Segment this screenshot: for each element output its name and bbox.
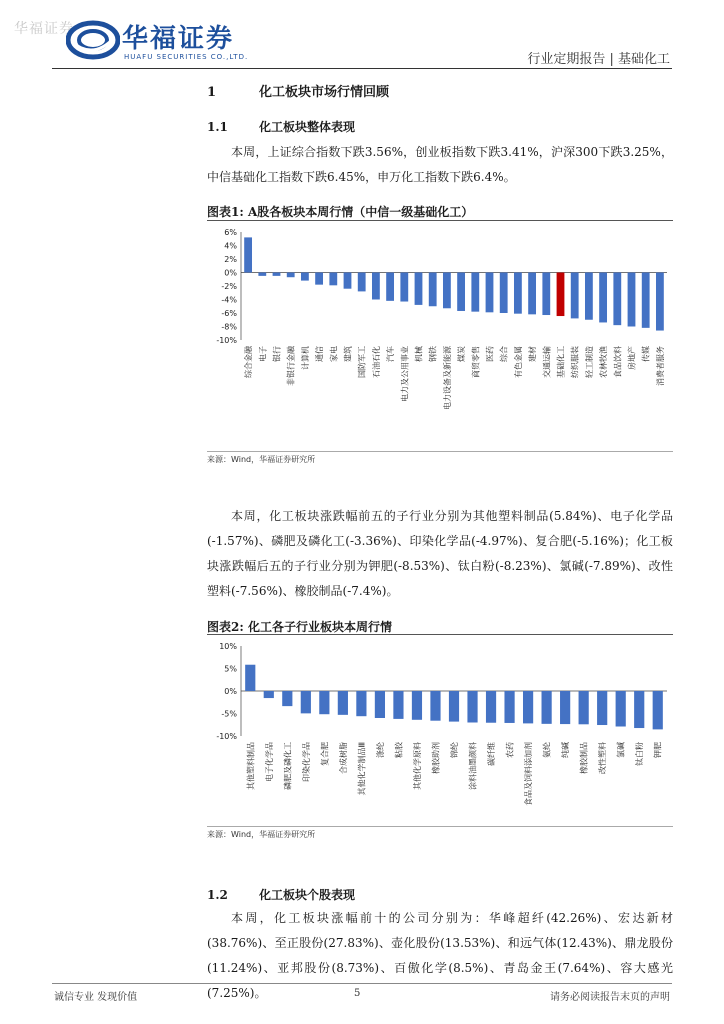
x-tick-label: 涂料油墨颜料 [468, 742, 478, 790]
x-tick-label: 改性塑料 [598, 742, 608, 774]
bar [429, 273, 437, 307]
bar [504, 691, 514, 723]
y-tick-label: -4% [221, 295, 237, 305]
bar [560, 691, 570, 724]
y-tick-label: -2% [221, 282, 237, 291]
bar [344, 273, 352, 289]
x-tick-label: 印染化学品 [301, 742, 311, 782]
bar [258, 273, 266, 276]
y-tick-label: 5% [224, 664, 237, 674]
chart-sector-weekly-performance [207, 222, 673, 450]
x-tick-label: 钾肥 [653, 742, 663, 758]
x-tick-label: 石油石化 [371, 346, 381, 378]
x-tick-label: 医药 [485, 346, 495, 362]
bar [500, 273, 508, 314]
bar [616, 691, 626, 727]
header-divider [52, 68, 672, 69]
footer-disclaimer: 请务必阅读报告末页的声明 [550, 992, 670, 1003]
x-tick-label: 碳纤维 [487, 742, 497, 766]
y-tick-label: 0% [224, 268, 237, 278]
figure1-bottom-rule [207, 451, 673, 452]
x-tick-label: 非银行金融 [286, 346, 296, 386]
x-tick-label: 纺织服装 [570, 346, 580, 378]
section-number: 1 [207, 85, 217, 100]
section-heading-1-1 [207, 118, 355, 135]
bar [301, 691, 311, 713]
x-tick-label: 建筑 [343, 346, 353, 362]
x-tick-label: 橡胶制品 [579, 742, 589, 774]
paragraph-subindustry: 本周，化工板块涨跌幅前五的子行业分别为其他塑料制品(5.84%)、电子化学品(-1.57%)、磷肥及磷化工(-3.36%)、印染化学品(-4.97%)、复合肥(-5.16%)；化工板块涨跌幅后五的子行业分别为钾肥(-8.53%)、钛白粉(-8.23%)、氯碱(-7.89%)、改性塑料(-7.56%)、橡胶制品(-7.4%)。 [207, 509, 673, 598]
x-tick-label: 钛白粉 [635, 742, 645, 766]
figure2-title: 图表2: 化工各子行业板块本周行情 [207, 620, 392, 634]
bar [634, 691, 644, 728]
x-tick-label: 其他化学原料 [412, 742, 422, 790]
x-tick-label: 商贸零售 [471, 346, 481, 378]
y-tick-label: -8% [221, 322, 237, 332]
bar [329, 273, 337, 286]
bar [338, 691, 348, 715]
x-tick-label: 消费者服务 [655, 346, 665, 386]
bar [412, 691, 422, 720]
section-title: 化工板块市场行情回顾 [259, 85, 390, 100]
bar [542, 691, 552, 724]
paragraph-market-overview: 本周，上证综合指数下跌3.56%，创业板指数下跌3.41%，沪深300下跌3.25%，中信基础化工指数下跌6.45%，申万化工指数下跌6.4%。 [207, 145, 673, 184]
bar [273, 273, 281, 276]
x-tick-label: 电子化学品 [264, 742, 274, 782]
x-tick-label: 农林牧渔 [599, 346, 609, 378]
bar [430, 691, 440, 721]
bar [597, 691, 607, 725]
y-tick-label: 6% [224, 228, 237, 237]
x-tick-label: 传媒 [641, 346, 651, 362]
x-tick-label: 汽车 [386, 346, 396, 362]
bar [375, 691, 385, 718]
x-tick-label: 食品及饲料添加剂 [524, 742, 534, 806]
x-tick-label: 农药 [505, 742, 515, 758]
x-tick-label: 涤纶 [375, 742, 385, 758]
bar [571, 273, 579, 319]
x-tick-label: 电力设备及新能源 [442, 346, 452, 410]
bar [557, 273, 565, 317]
figure1-top-rule [207, 220, 673, 221]
footer-divider [52, 983, 672, 984]
section-heading-1-2 [207, 886, 355, 903]
bar [315, 273, 323, 285]
x-tick-label: 氨纶 [542, 742, 552, 758]
section-number: 1.2 [207, 888, 228, 902]
x-tick-label: 合成树脂 [338, 742, 348, 774]
y-tick-label: 4% [224, 241, 237, 251]
bar [585, 273, 593, 320]
x-tick-label: 复合肥 [320, 742, 330, 766]
page-number: 5 [354, 988, 361, 999]
x-tick-label: 家电 [329, 346, 339, 362]
x-tick-label: 锦纶 [450, 742, 459, 758]
bar [467, 691, 477, 723]
x-tick-label: 国防军工 [357, 346, 367, 378]
section-number: 1.1 [207, 120, 228, 134]
x-tick-label: 轻工制造 [584, 346, 594, 378]
y-tick-label: -5% [221, 709, 237, 719]
bar [486, 273, 494, 313]
bar [528, 273, 536, 315]
chart-subindustry-weekly-performance [207, 636, 673, 824]
paragraph-stock-performance: 本周，化工板块涨幅前十的公司分别为：华峰超纤(42.26%)、宏达新材(38.76%)、至正股份(27.83%)、壶化股份(13.53%)、和远气体(12.43%)、鼎龙股份(11.24%)、亚邦股份(8.73%)、百傲化学(8.5%)、青岛金王(7.64%)、容大感光(7.25%)。 [207, 911, 673, 1000]
x-tick-label: 食品饮料 [613, 346, 623, 378]
x-tick-label: 橡胶助剂 [431, 742, 441, 774]
watermark: 华福证券 [14, 21, 74, 37]
company-name-en: HUAFU SECURITIES CO.,LTD. [124, 53, 249, 61]
bar [393, 691, 403, 719]
section-title: 化工板块个股表现 [259, 888, 356, 902]
x-tick-label: 纯碱 [561, 742, 571, 758]
bar [319, 691, 329, 714]
x-tick-label: 煤炭 [457, 346, 467, 362]
x-tick-label: 计算机 [300, 346, 310, 370]
y-tick-label: -10% [216, 336, 237, 345]
bar [358, 273, 366, 292]
bar [356, 691, 366, 716]
bar [599, 273, 607, 323]
bar [642, 273, 650, 328]
figure1-title: 图表1: A股各板块本周行情（中信一级基础化工） [207, 205, 474, 219]
x-tick-label: 综合 [499, 346, 509, 362]
bar [523, 691, 533, 723]
bar [471, 273, 479, 312]
figure2-top-rule [207, 634, 673, 635]
report-type: 行业定期报告 | 基础化工 [527, 52, 670, 67]
y-tick-label: 0% [224, 687, 237, 696]
bar [449, 691, 459, 722]
section-title: 化工板块整体表现 [259, 120, 356, 134]
y-tick-label: 10% [219, 642, 237, 651]
x-tick-label: 粘胶 [394, 742, 404, 758]
bar [282, 691, 292, 706]
bar [656, 273, 664, 331]
x-tick-label: 建材 [528, 346, 538, 362]
x-tick-label: 磷肥及磷化工 [283, 742, 293, 790]
x-tick-label: 交通运输 [542, 346, 552, 378]
figure2-bottom-rule [207, 826, 673, 827]
x-tick-label: 有色金属 [513, 346, 523, 378]
bar [613, 273, 621, 326]
bar [653, 691, 663, 729]
x-tick-label: 机械 [414, 346, 424, 362]
figure2-source: 来源：Wind，华福证券研究所 [207, 830, 316, 839]
bar [579, 691, 589, 724]
company-name-cn: 华福证券 [122, 24, 235, 54]
bar [542, 273, 550, 316]
bar [287, 273, 295, 278]
y-tick-label: -10% [216, 732, 237, 741]
x-tick-label: 基础化工 [556, 346, 566, 378]
bar [400, 273, 408, 302]
bar [244, 237, 252, 272]
bar [457, 273, 465, 311]
bar [514, 273, 522, 314]
x-tick-label: 银行 [272, 346, 282, 362]
bar [415, 273, 423, 305]
bar [443, 273, 451, 309]
x-tick-label: 钢铁 [428, 346, 438, 362]
y-tick-label: -6% [221, 309, 237, 318]
x-tick-label: 综合金融 [244, 346, 254, 378]
company-logo-icon [66, 20, 120, 60]
bar [301, 273, 309, 281]
section-heading-1 [207, 81, 389, 100]
x-tick-label: 电子 [258, 346, 268, 362]
bar [264, 691, 274, 698]
x-tick-label: 其他塑料制品 [246, 742, 256, 790]
bar [386, 273, 394, 301]
figure1-source: 来源：Wind，华福证券研究所 [207, 455, 316, 464]
x-tick-label: 通信 [315, 346, 325, 362]
footer-slogan: 诚信专业 发现价值 [54, 992, 138, 1003]
y-tick-label: 2% [224, 255, 237, 264]
bar [486, 691, 496, 723]
x-tick-label: 氯碱 [616, 742, 626, 758]
bar [628, 273, 636, 327]
bar [372, 273, 380, 300]
x-tick-label: 房地产 [627, 346, 637, 370]
bar [245, 665, 255, 691]
x-tick-label: 电力及公用事业 [400, 346, 410, 402]
x-tick-label: 其他化学制品Ⅲ [357, 742, 367, 796]
